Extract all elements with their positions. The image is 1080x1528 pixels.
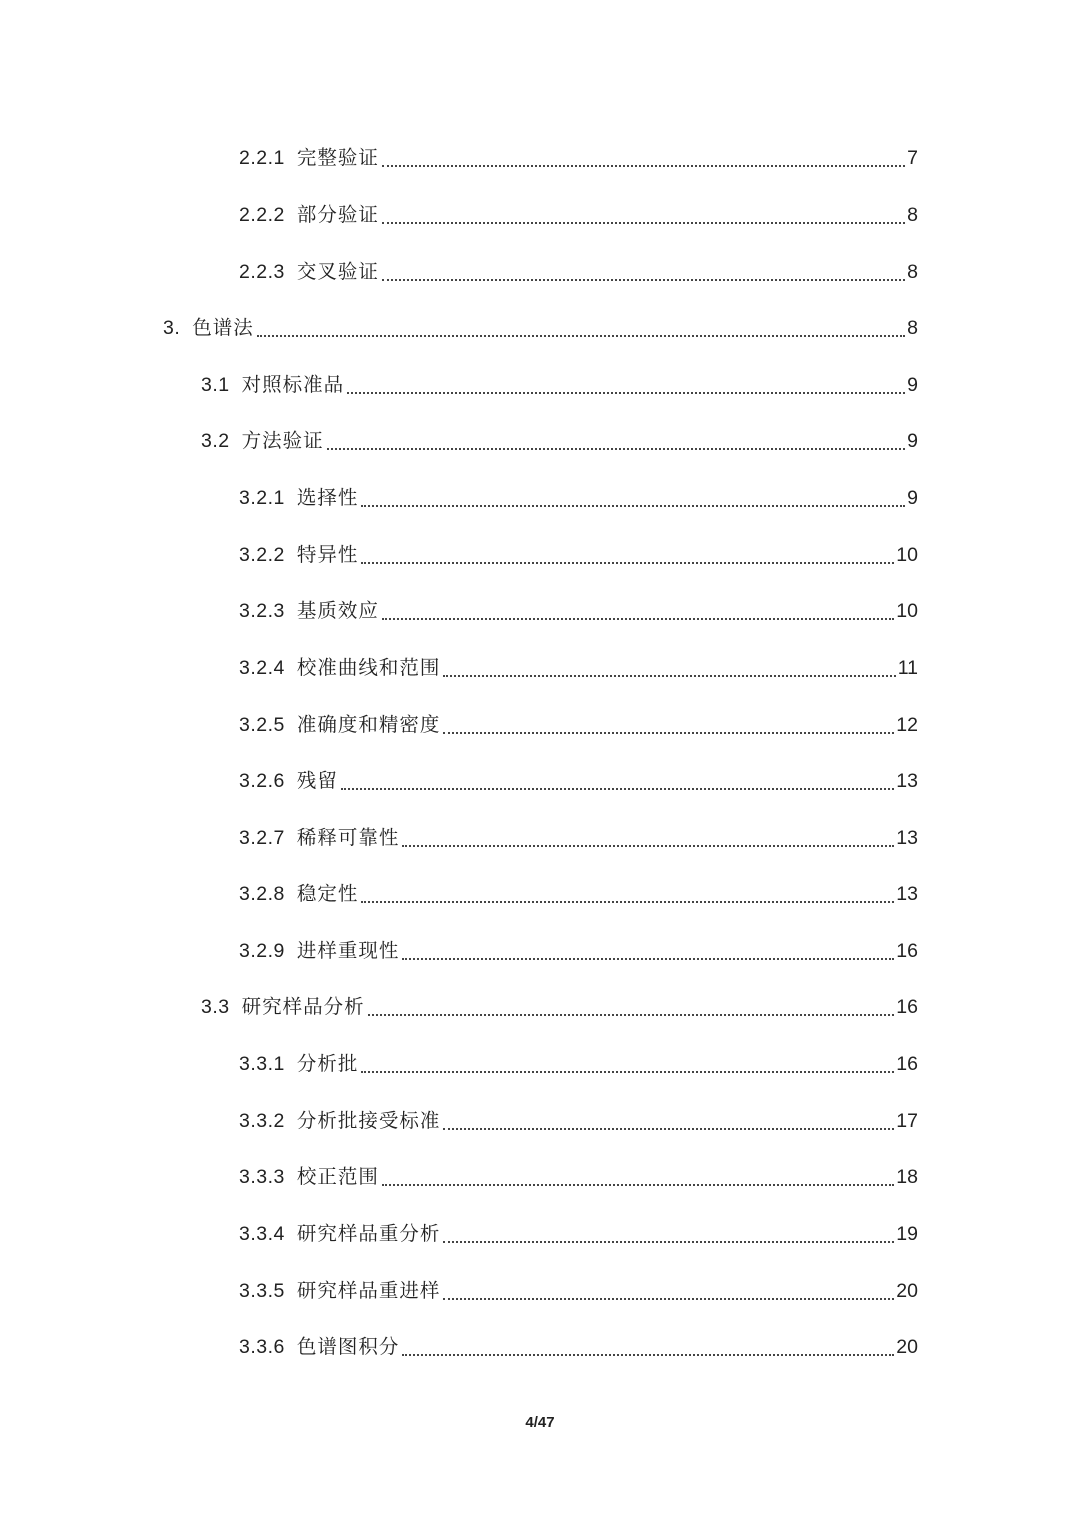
toc-entry-3-3-1[interactable] bbox=[239, 1047, 918, 1081]
toc-entry-page: 20 bbox=[896, 1280, 918, 1302]
toc-entry-title: 基质效应 bbox=[296, 599, 379, 622]
toc-entry-title: 稳定性 bbox=[296, 882, 359, 905]
toc-entry-title: 准确度和精密度 bbox=[296, 713, 441, 736]
dot-leader bbox=[327, 448, 906, 450]
dot-leader bbox=[443, 1128, 894, 1130]
toc-entry-title: 选择性 bbox=[296, 486, 359, 509]
toc-entry-2-2-2[interactable] bbox=[239, 198, 918, 232]
toc-entry-page: 12 bbox=[896, 714, 918, 736]
toc-entry-title: 交叉验证 bbox=[296, 260, 379, 283]
toc-entry-title: 校正范围 bbox=[296, 1165, 379, 1188]
toc-entry-number: 3.2.4 bbox=[239, 657, 285, 679]
toc-entry-number: 3.3.3 bbox=[239, 1166, 285, 1188]
toc-entry-3-3-3[interactable] bbox=[239, 1160, 918, 1194]
dot-leader bbox=[361, 562, 894, 564]
toc-entry-3-2-5[interactable] bbox=[239, 708, 918, 742]
toc-entry-3-3-2[interactable] bbox=[239, 1104, 918, 1138]
toc-entry-2-2-1[interactable] bbox=[239, 141, 918, 175]
toc-entry-page: 9 bbox=[907, 374, 918, 396]
page-number: 4/47 bbox=[525, 1414, 555, 1431]
toc-entry-page: 18 bbox=[896, 1166, 918, 1188]
toc-entry-number: 2.2.2 bbox=[239, 204, 285, 226]
toc-entry-number: 3. bbox=[163, 317, 181, 339]
toc-entry-3-2[interactable] bbox=[201, 424, 918, 458]
toc-entry-number: 3.3.6 bbox=[239, 1336, 285, 1358]
toc-entry-number: 3.2.9 bbox=[239, 940, 285, 962]
toc-entry-number: 2.2.1 bbox=[239, 147, 285, 169]
toc-entry-3-1[interactable] bbox=[201, 368, 918, 402]
dot-leader bbox=[443, 1241, 894, 1243]
toc-entry-title: 色谱图积分 bbox=[296, 1335, 400, 1358]
toc-entry-page: 16 bbox=[896, 996, 918, 1018]
dot-leader bbox=[341, 788, 894, 790]
toc-entry-number: 3.2.5 bbox=[239, 714, 285, 736]
dot-leader bbox=[402, 1354, 894, 1356]
dot-leader bbox=[382, 618, 894, 620]
toc-entry-2-2-3[interactable] bbox=[239, 255, 918, 289]
dot-leader bbox=[347, 392, 905, 394]
dot-leader bbox=[443, 1298, 894, 1300]
toc-entry-number: 3.3.5 bbox=[239, 1280, 285, 1302]
toc-entry-number: 3.2.7 bbox=[239, 827, 285, 849]
toc-entry-number: 3.2.3 bbox=[239, 600, 285, 622]
toc-entry-page: 16 bbox=[896, 940, 918, 962]
toc-entry-3-3-6[interactable] bbox=[239, 1330, 918, 1364]
toc-entry-number: 3.3 bbox=[201, 996, 230, 1018]
toc-entry-title: 残留 bbox=[296, 769, 338, 792]
toc-entry-3-2-9[interactable] bbox=[239, 934, 918, 968]
dot-leader bbox=[443, 732, 894, 734]
toc-entry-page: 20 bbox=[896, 1336, 918, 1358]
toc-entry-page: 17 bbox=[896, 1110, 918, 1132]
dot-leader bbox=[382, 1184, 894, 1186]
dot-leader bbox=[382, 279, 905, 281]
toc-entry-page: 10 bbox=[896, 600, 918, 622]
toc-entry-number: 3.2 bbox=[201, 430, 230, 452]
toc-entry-title: 特异性 bbox=[296, 543, 359, 566]
toc-entry-3-3-5[interactable] bbox=[239, 1274, 918, 1308]
toc-entry-number: 3.2.8 bbox=[239, 883, 285, 905]
toc-entry-number: 3.3.2 bbox=[239, 1110, 285, 1132]
toc-entry-page: 13 bbox=[896, 883, 918, 905]
toc-entry-title: 稀释可靠性 bbox=[296, 826, 400, 849]
toc-entry-title: 研究样品重分析 bbox=[296, 1222, 441, 1245]
toc-entry-3-3[interactable] bbox=[201, 990, 918, 1024]
toc-entry-page: 7 bbox=[907, 147, 918, 169]
dot-leader bbox=[361, 505, 905, 507]
dot-leader bbox=[382, 222, 905, 224]
toc-entry-number: 3.3.4 bbox=[239, 1223, 285, 1245]
toc-entry-title: 分析批接受标准 bbox=[296, 1109, 441, 1132]
toc-entry-3-2-4[interactable] bbox=[239, 651, 918, 685]
toc-entry-title: 研究样品重进样 bbox=[296, 1279, 441, 1302]
dot-leader bbox=[443, 675, 895, 677]
dot-leader bbox=[361, 1071, 894, 1073]
toc-entry-3-2-3[interactable] bbox=[239, 594, 918, 628]
toc-entry-page: 13 bbox=[896, 827, 918, 849]
toc-entry-number: 3.2.6 bbox=[239, 770, 285, 792]
toc-entry-number: 3.3.1 bbox=[239, 1053, 285, 1075]
toc-entry-number: 3.2.1 bbox=[239, 487, 285, 509]
toc-entry-page: 8 bbox=[907, 204, 918, 226]
toc-entry-title: 方法验证 bbox=[241, 429, 324, 452]
toc-entry-3-3-4[interactable] bbox=[239, 1217, 918, 1251]
toc-entry-page: 9 bbox=[907, 430, 918, 452]
toc-entry-page: 11 bbox=[897, 657, 918, 679]
toc-entry-page: 10 bbox=[896, 544, 918, 566]
dot-leader bbox=[361, 901, 894, 903]
toc-entry-number: 3.2.2 bbox=[239, 544, 285, 566]
dot-leader bbox=[257, 335, 905, 337]
toc-entry-page: 19 bbox=[896, 1223, 918, 1245]
toc-entry-title: 分析批 bbox=[296, 1052, 359, 1075]
toc-entry-3-2-7[interactable] bbox=[239, 821, 918, 855]
dot-leader bbox=[402, 958, 894, 960]
toc-entry-title: 部分验证 bbox=[296, 203, 379, 226]
toc-entry-3-2-2[interactable] bbox=[239, 538, 918, 572]
toc-entry-3-2-8[interactable] bbox=[239, 877, 918, 911]
dot-leader bbox=[402, 845, 894, 847]
toc-entry-number: 2.2.3 bbox=[239, 261, 285, 283]
toc-entry-title: 色谱法 bbox=[192, 316, 254, 339]
toc-entry-title: 对照标准品 bbox=[241, 373, 345, 396]
dot-leader bbox=[368, 1014, 895, 1016]
toc-entry-page: 16 bbox=[896, 1053, 918, 1075]
toc-entry-3[interactable] bbox=[163, 311, 918, 345]
toc-entry-page: 13 bbox=[896, 770, 918, 792]
toc-entry-title: 校准曲线和范围 bbox=[296, 656, 441, 679]
toc-entry-page: 8 bbox=[907, 317, 918, 339]
toc-entry-title: 进样重现性 bbox=[296, 939, 400, 962]
dot-leader bbox=[382, 165, 905, 167]
toc-entry-number: 3.1 bbox=[201, 374, 230, 396]
toc-entry-title: 完整验证 bbox=[296, 146, 379, 169]
toc-entry-3-2-6[interactable] bbox=[239, 764, 918, 798]
toc-entry-title: 研究样品分析 bbox=[241, 995, 365, 1018]
toc-entry-page: 8 bbox=[907, 261, 918, 283]
toc-entry-3-2-1[interactable] bbox=[239, 481, 918, 515]
toc-entry-page: 9 bbox=[907, 487, 918, 509]
